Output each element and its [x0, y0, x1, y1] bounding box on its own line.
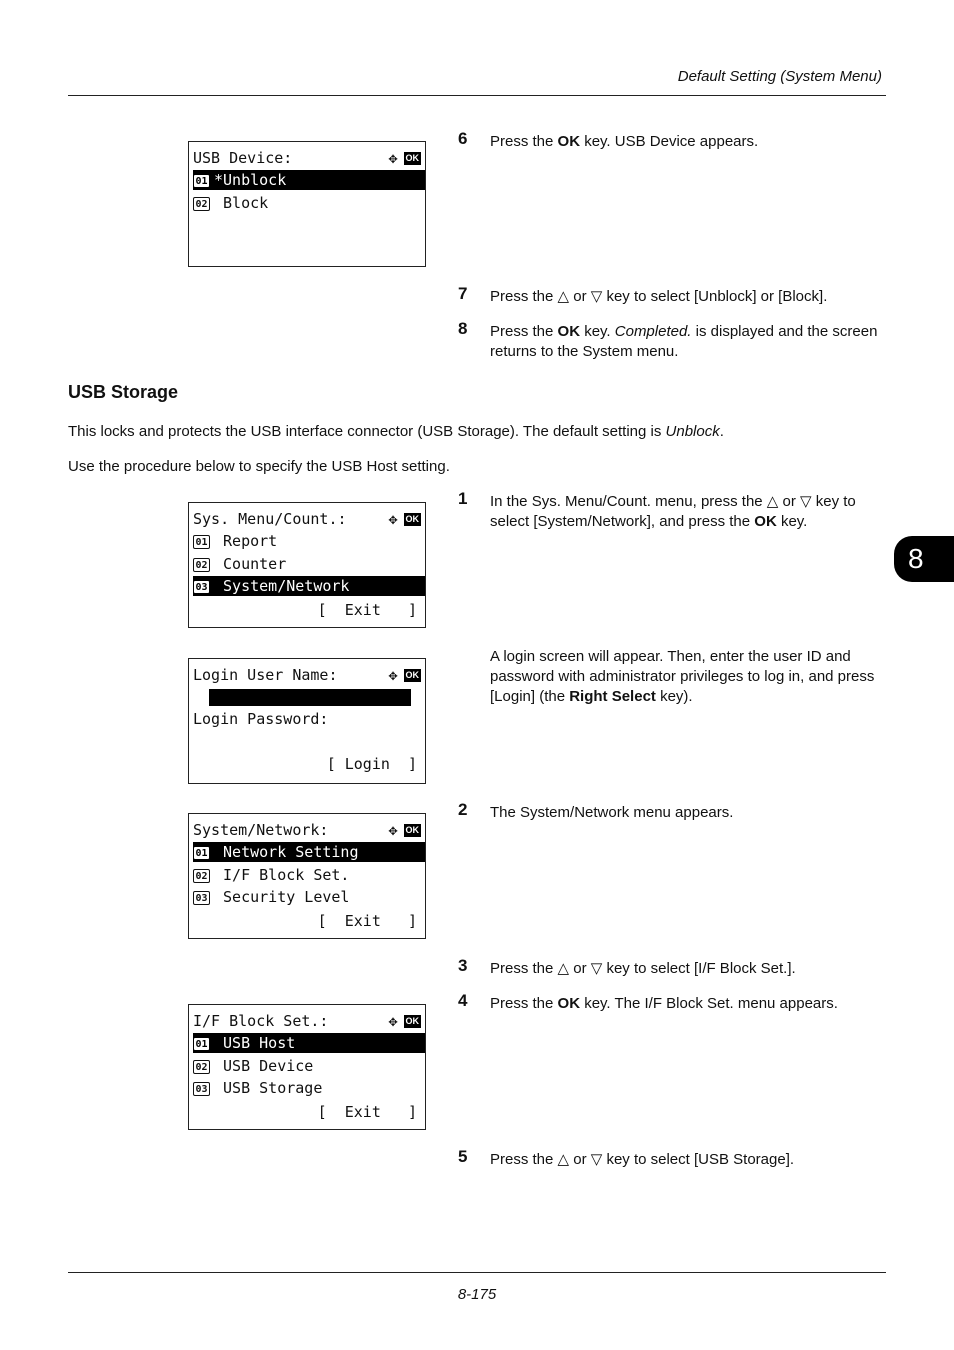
lcd-row-password: Login Password: [193, 710, 329, 728]
lcd-softkey-exit: [ Exit ] [317, 601, 417, 619]
arrow-cross-icon: ✥ [388, 821, 398, 839]
arrow-cross-icon: ✥ [388, 666, 398, 684]
arrow-cross-icon: ✥ [388, 149, 398, 167]
lcd-title: I/F Block Set.: [193, 1012, 329, 1030]
nav-ok-icons [388, 665, 421, 685]
step-4: 4 Press the OK key. The I/F Block Set. menu appears. [458, 991, 838, 1012]
username-entry-field [209, 689, 411, 706]
step-8: 8 Press the OK key. Completed. is displayed and the screen returns to the System menu. [458, 319, 878, 360]
lcd-login [188, 658, 426, 784]
section-heading: USB Storage [68, 382, 179, 402]
chapter-tab: 8 [894, 536, 954, 582]
intro-paragraph-2: Use the procedure below to specify the USB Host setting. [68, 458, 450, 475]
lcd-title: System/Network: [193, 821, 329, 839]
ok-icon: OK [405, 824, 419, 835]
lcd-row-if-block-set: 02 I/F Block Set. [193, 865, 425, 885]
step-7: 7 Press the △ or ▽ key to select [Unblock] or [Block]. [458, 284, 828, 305]
nav-ok-icons [388, 820, 421, 840]
lcd-row-usb-device: 02 USB Device [193, 1056, 425, 1076]
lcd-if-block-set [188, 1004, 426, 1130]
step-6: 6 Press the OK key. USB Device appears. [458, 129, 759, 150]
ok-icon: OK [405, 1015, 419, 1026]
lcd-row-security-level: 03 Security Level [193, 887, 425, 907]
lcd-row-system-network: 03 System/Network [193, 576, 425, 596]
lcd-row-block: 02 Block [193, 193, 425, 213]
login-note: A login screen will appear. Then, enter the user ID and password with administrator privileges to log in, and press [Login] (the Right Select key). [490, 648, 875, 705]
lcd-row-counter: 02 Counter [193, 554, 425, 574]
lcd-sys-menu [188, 502, 426, 628]
lcd-system-network [188, 813, 426, 939]
nav-ok-icons [388, 509, 421, 529]
lcd-softkey-login: [ Login ] [326, 755, 417, 773]
arrow-cross-icon: ✥ [388, 1012, 398, 1030]
ok-icon: OK [405, 669, 419, 680]
header-rule [68, 95, 886, 96]
step-3: 3 Press the △ or ▽ key to select [I/F Block Set.]. [458, 956, 796, 977]
lcd-title: USB Device: [193, 149, 293, 167]
lcd-softkey-exit: [ Exit ] [317, 1103, 417, 1121]
arrow-cross-icon: ✥ [388, 510, 398, 528]
page-number: 8-175 [457, 1286, 497, 1303]
ok-icon: OK [405, 513, 419, 524]
nav-ok-icons [388, 148, 421, 168]
lcd-title: Login User Name: [193, 666, 338, 684]
nav-ok-icons [388, 1011, 421, 1031]
footer-rule [68, 1272, 886, 1273]
lcd-usb-device [188, 141, 426, 267]
lcd-softkey-exit: [ Exit ] [317, 912, 417, 930]
lcd-row-unblock: 01 *Unblock [193, 170, 425, 190]
step-2: 2 The System/Network menu appears. [458, 800, 734, 821]
running-header: Default Setting (System Menu) [677, 68, 882, 85]
lcd-row-report: 01 Report [193, 531, 425, 551]
lcd-row-usb-storage: 03 USB Storage [193, 1078, 425, 1098]
intro-paragraph-1: This locks and protects the USB interface connector (USB Storage). The default setting is Unblock. [68, 423, 724, 440]
step-1: 1 In the Sys. Menu/Count. menu, press the △ or ▽ key to select [System/Network], and press the OK key. [458, 489, 856, 530]
step-5: 5 Press the △ or ▽ key to select [USB Storage]. [458, 1147, 795, 1168]
lcd-row-usb-host: 01 USB Host [193, 1033, 425, 1053]
ok-icon: OK [405, 152, 419, 163]
lcd-row-network-setting: 01 Network Setting [193, 842, 425, 862]
lcd-title: Sys. Menu/Count.: [193, 510, 347, 528]
